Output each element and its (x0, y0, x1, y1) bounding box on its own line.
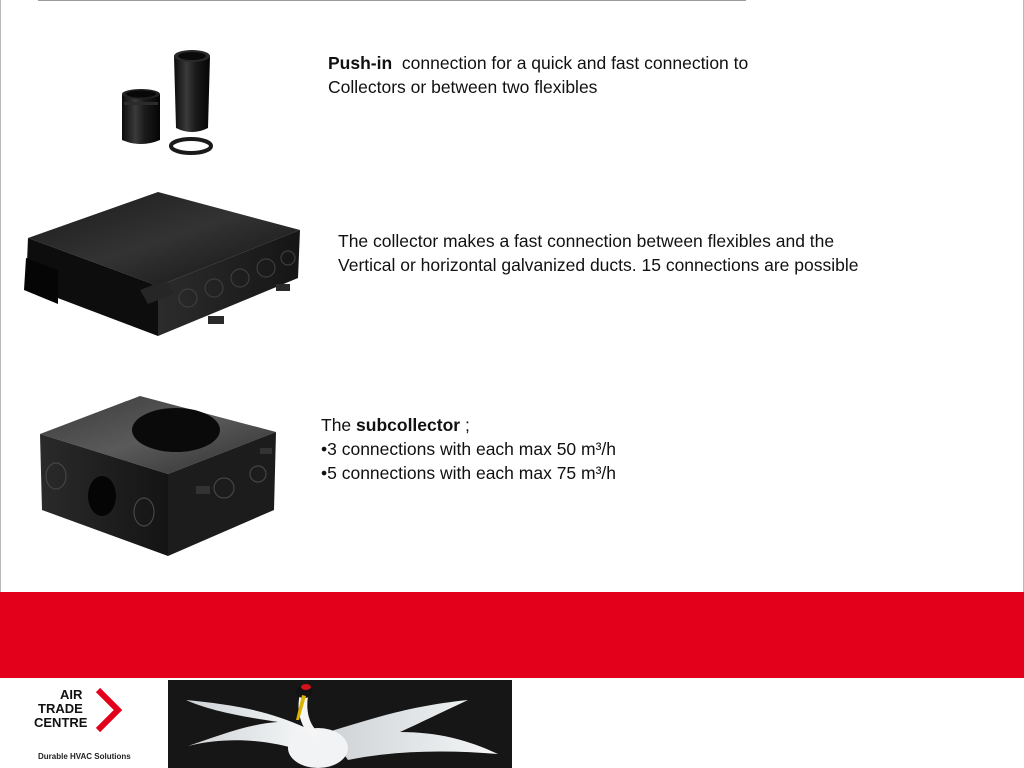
subcollector-title: subcollector (356, 415, 461, 435)
subcollector-image (36, 392, 280, 560)
push-in-description (328, 51, 848, 99)
slide-top-border (38, 0, 746, 1)
subcollector-bullet-1: •3 connections with each max 50 m³/h (321, 439, 617, 459)
collector-description (338, 229, 978, 277)
logo-word-trade: TRADE (38, 701, 83, 716)
crane-photo-illustration (168, 680, 512, 768)
push-in-line-2: Collectors or between two flexibles (328, 77, 598, 97)
air-trade-centre-logo (28, 684, 168, 766)
push-in-title: Push-in (328, 53, 393, 73)
red-footer-band (0, 592, 1024, 678)
push-in-connector-image (112, 44, 224, 162)
logo-tagline: Durable HVAC Solutions (38, 752, 131, 761)
collector-image (18, 186, 308, 346)
slide-left-border (0, 0, 1, 592)
push-in-line-1: connection for a quick and fast connection to (401, 53, 749, 73)
logo-arrow-icon (92, 688, 122, 732)
subcollector-intro-prefix: The (321, 415, 352, 435)
crane-photo (168, 680, 512, 768)
subcollector-bullet-2: •5 connections with each max 75 m³/h (321, 463, 617, 483)
collector-line-1: The collector makes a fast connection between flexibles and the (338, 231, 835, 251)
subcollector-intro-suffix: ; (464, 415, 470, 435)
logo-word-centre: CENTRE (34, 715, 88, 730)
logo-word-air: AIR (60, 687, 83, 702)
subcollector-description (321, 413, 741, 485)
collector-line-2: Vertical or horizontal galvanized ducts. 15 connections are possible (338, 255, 859, 275)
